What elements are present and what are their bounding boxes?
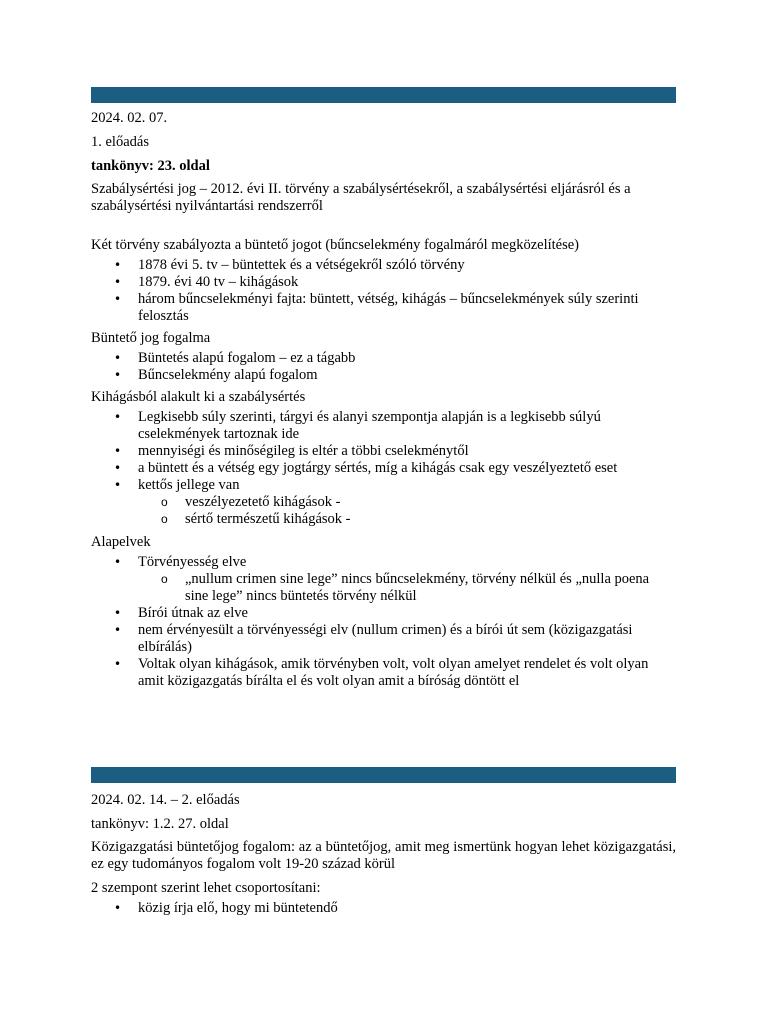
list-item: • nem érvényesült a törvényességi elv (nullum crimen) és a bírói út sem (közigazgatási elbírálás)	[91, 622, 676, 656]
principles-heading: Alapelvek	[91, 534, 151, 550]
section-1	[91, 110, 676, 690]
two-laws-list	[91, 257, 676, 325]
grouping-list	[91, 900, 676, 917]
list-item: • a büntett és a vétség egy jogtárgy sértés, míg a kihágás csak egy veszélyeztető eset	[91, 460, 676, 477]
textbook-reference: tankönyv: 1.2. 27. oldal	[91, 816, 229, 832]
textbook-reference: tankönyv: 23. oldal	[91, 158, 210, 174]
list-item: • 1878 évi 5. tv – büntettek és a vétségekről szóló törvény	[91, 257, 676, 274]
list-item: • 1879. évi 40 tv – kihágások	[91, 274, 676, 291]
grouping-heading: 2 szempont szerint lehet csoportosítani:	[91, 880, 321, 896]
definition-paragraph: Közigazgatási büntetőjog fogalom: az a büntetőjog, amit meg ismertünk hogyan lehet közigazgatási, ez egy tudományos fogalom volt 19-20 század körül	[91, 839, 676, 872]
concept-list	[91, 350, 676, 384]
list-item: • Legkisebb súly szerinti, tárgyi és alanyi szempontja alapján is a legkisebb súlyú cselekmények tartoznak ide	[91, 409, 676, 443]
principles-list	[91, 554, 676, 690]
list-item: • három bűncselekményi fajta: büntett, vétség, kihágás – bűncselekmények súly szerinti felosztás	[91, 291, 676, 325]
section-header-bar-2	[91, 767, 676, 783]
origin-list	[91, 409, 676, 494]
list-item: • kettős jellege van	[91, 477, 676, 494]
list-item: • Törvényesség elve	[91, 554, 676, 571]
origin-heading: Kihágásból alakult ki a szabálysértés	[91, 389, 306, 405]
lecture-date: 2024. 02. 07.	[91, 110, 168, 126]
list-item: • közig írja elő, hogy mi büntetendő	[91, 900, 676, 917]
lecture-number: 1. előadás	[91, 134, 149, 150]
law-intro: Szabálysértési jog – 2012. évi II. törvény a szabálysértésekről, a szabálysértési eljárásról és a szabálysértési nyilvántartási rendszerről	[91, 181, 631, 214]
sub-list-item: o „nullum crimen sine lege” nincs bűncselekmény, törvény nélkül és „nulla poena sine lege” nincs büntetés törvény nélkül	[91, 571, 676, 605]
list-item: • Büntetés alapú fogalom – ez a tágabb	[91, 350, 676, 367]
concept-heading: Büntető jog fogalma	[91, 330, 211, 346]
section-header-bar-1	[91, 87, 676, 103]
list-item: • Bírói útnak az elve	[91, 605, 676, 622]
origin-sublist	[91, 494, 676, 528]
list-item: • Bűncselekmény alapú fogalom	[91, 367, 676, 384]
two-laws-heading: Két törvény szabályozta a büntető jogot (bűncselekmény fogalmáról megközelítése)	[91, 237, 579, 253]
list-item: • Voltak olyan kihágások, amik törvényben volt, volt olyan amelyet rendelet és volt olyan amit közigazgatás bírálta el és volt olyan amit a bíróság döntött el	[91, 656, 676, 690]
sub-list-item: o veszélyezetető kihágások -	[91, 494, 676, 511]
section-2	[91, 792, 676, 917]
sub-list-item: o sértő természetű kihágások -	[91, 511, 676, 528]
list-item: • mennyiségi és minőségileg is eltér a többi cselekménytől	[91, 443, 676, 460]
lecture-date-number: 2024. 02. 14. – 2. előadás	[91, 792, 240, 808]
